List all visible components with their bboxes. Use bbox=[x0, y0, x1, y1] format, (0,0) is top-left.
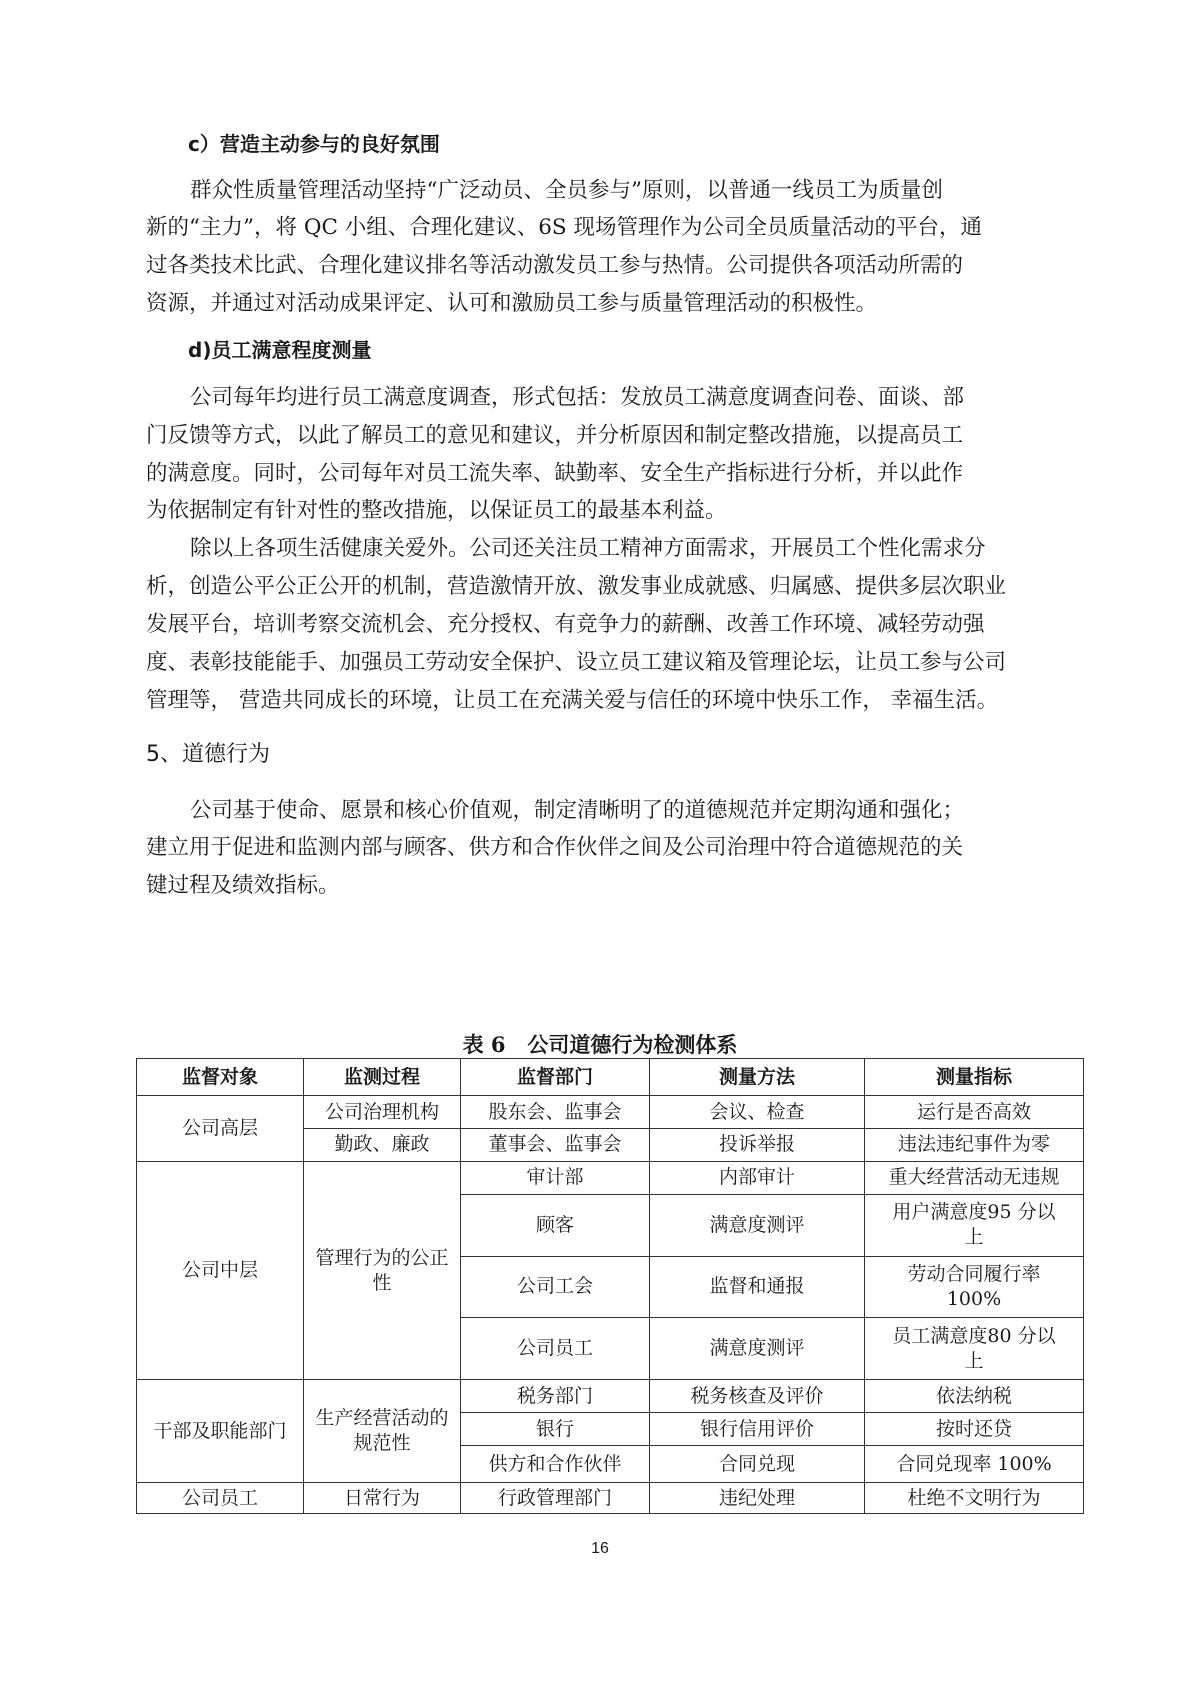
header-cell: 测量方法 bbox=[650, 1059, 865, 1096]
paragraph-line: 公司基于使命、愿景和核心价值观，制定清晰明了的道德规范并定期沟通和强化； bbox=[190, 798, 965, 823]
dept-cell: 银行 bbox=[461, 1413, 650, 1446]
process-cell: 管理行为的公正性 bbox=[304, 1161, 461, 1379]
paragraph-line: 度、表彰技能能手、加强员工劳动安全保护、设立员工建议箱及管理论坛，让员工参与公司 bbox=[146, 650, 1007, 675]
dept-cell: 行政管理部门 bbox=[461, 1483, 650, 1514]
dept-cell: 税务部门 bbox=[461, 1380, 650, 1413]
section-5-heading: 5、道德行为 bbox=[146, 742, 270, 767]
paragraph-line: 键过程及绩效指标。 bbox=[146, 873, 340, 898]
process-cell: 勤政、廉政 bbox=[304, 1128, 461, 1161]
indicator-cell: 合同兑现率 100% bbox=[865, 1445, 1084, 1482]
table-title: 表 6 公司道德行为检测体系 bbox=[462, 1032, 738, 1057]
paragraph-line: 为依据制定有针对性的整改措施，以保证员工的最基本利益。 bbox=[146, 498, 727, 523]
indicator-cell: 按时还贷 bbox=[865, 1413, 1084, 1446]
process-cell: 生产经营活动的规范性 bbox=[304, 1380, 461, 1483]
indicator-cell: 重大经营活动无违规 bbox=[865, 1161, 1084, 1194]
paragraph-line: 群众性质量管理活动坚持“广泛动员、全员参与”原则，以普通一线员工为质量创 bbox=[190, 178, 943, 203]
indicator-cell: 员工满意度80 分以上 bbox=[865, 1318, 1084, 1380]
header-cell: 监督部门 bbox=[461, 1059, 650, 1096]
paragraph-line: 析，创造公平公正公开的机制，营造激情开放、激发事业成就感、归属感、提供多层次职业 bbox=[146, 574, 1007, 599]
table-row bbox=[137, 1380, 1084, 1413]
dept-cell: 股东会、监事会 bbox=[461, 1096, 650, 1129]
table-header-row bbox=[137, 1059, 1084, 1096]
method-cell: 会议、检查 bbox=[650, 1096, 865, 1129]
group-cell: 干部及职能部门 bbox=[137, 1380, 304, 1483]
paragraph-line: 除以上各项生活健康关爱外。公司还关注员工精神方面需求，开展员工个性化需求分 bbox=[190, 536, 986, 561]
indicator-cell: 用户满意度95 分以上 bbox=[865, 1194, 1084, 1256]
section-d-heading: d)员工满意程度测量 bbox=[188, 338, 372, 362]
ethics-monitoring-table bbox=[136, 1058, 1084, 1514]
group-cell: 公司员工 bbox=[137, 1483, 304, 1514]
group-cell: 公司高层 bbox=[137, 1096, 304, 1162]
header-cell: 监测过程 bbox=[304, 1059, 461, 1096]
section-c-heading: c）营造主动参与的良好氛围 bbox=[188, 132, 440, 156]
indicator-cell: 运行是否高效 bbox=[865, 1096, 1084, 1129]
group-cell: 公司中层 bbox=[137, 1161, 304, 1379]
paragraph-line: 的满意度。同时，公司每年对员工流失率、缺勤率、安全生产指标进行分析，并以此作 bbox=[146, 461, 964, 486]
paragraph-line: 公司每年均进行员工满意度调查，形式包括：发放员工满意度调查问卷、面谈、部 bbox=[190, 385, 965, 410]
paragraph-line: 新的“主力”，将 QC 小组、合理化建议、6S 现场管理作为公司全员质量活动的平台，通 bbox=[146, 215, 982, 240]
header-cell: 监督对象 bbox=[137, 1059, 304, 1096]
dept-cell: 顾客 bbox=[461, 1194, 650, 1256]
indicator-cell: 劳动合同履行率 100% bbox=[865, 1256, 1084, 1318]
method-cell: 投诉举报 bbox=[650, 1128, 865, 1161]
method-cell: 监督和通报 bbox=[650, 1256, 865, 1318]
table-row bbox=[137, 1096, 1084, 1129]
page-number: 16 bbox=[591, 1540, 609, 1557]
dept-cell: 供方和合作伙伴 bbox=[461, 1445, 650, 1482]
indicator-cell: 违法违纪事件为零 bbox=[865, 1128, 1084, 1161]
dept-cell: 公司工会 bbox=[461, 1256, 650, 1318]
table-row bbox=[137, 1483, 1084, 1514]
method-cell: 银行信用评价 bbox=[650, 1413, 865, 1446]
table-row bbox=[137, 1161, 1084, 1194]
method-cell: 合同兑现 bbox=[650, 1445, 865, 1482]
paragraph-line: 管理等， 营造共同成长的环境，让员工在充满关爱与信任的环境中快乐工作， 幸福生活。 bbox=[146, 688, 999, 713]
process-cell: 日常行为 bbox=[304, 1483, 461, 1514]
header-cell: 测量指标 bbox=[865, 1059, 1084, 1096]
dept-cell: 董事会、监事会 bbox=[461, 1128, 650, 1161]
dept-cell: 审计部 bbox=[461, 1161, 650, 1194]
dept-cell: 公司员工 bbox=[461, 1318, 650, 1380]
paragraph-line: 发展平台，培训考察交流机会、充分授权、有竞争力的薪酬、改善工作环境、减轻劳动强 bbox=[146, 612, 985, 637]
indicator-cell: 依法纳税 bbox=[865, 1380, 1084, 1413]
method-cell: 违纪处理 bbox=[650, 1483, 865, 1514]
paragraph-line: 建立用于促进和监测内部与顾客、供方和合作伙伴之间及公司治理中符合道德规范的关 bbox=[146, 835, 964, 860]
method-cell: 满意度测评 bbox=[650, 1194, 865, 1256]
paragraph-line: 门反馈等方式，以此了解员工的意见和建议，并分析原因和制定整改措施，以提高员工 bbox=[146, 423, 964, 448]
method-cell: 税务核查及评价 bbox=[650, 1380, 865, 1413]
paragraph-line: 资源，并通过对活动成果评定、认可和激励员工参与质量管理活动的积极性。 bbox=[146, 291, 878, 316]
method-cell: 内部审计 bbox=[650, 1161, 865, 1194]
paragraph-line: 过各类技术比武、合理化建议排名等活动激发员工参与热情。公司提供各项活动所需的 bbox=[146, 253, 964, 278]
indicator-cell: 杜绝不文明行为 bbox=[865, 1483, 1084, 1514]
process-cell: 公司治理机构 bbox=[304, 1096, 461, 1129]
method-cell: 满意度测评 bbox=[650, 1318, 865, 1380]
